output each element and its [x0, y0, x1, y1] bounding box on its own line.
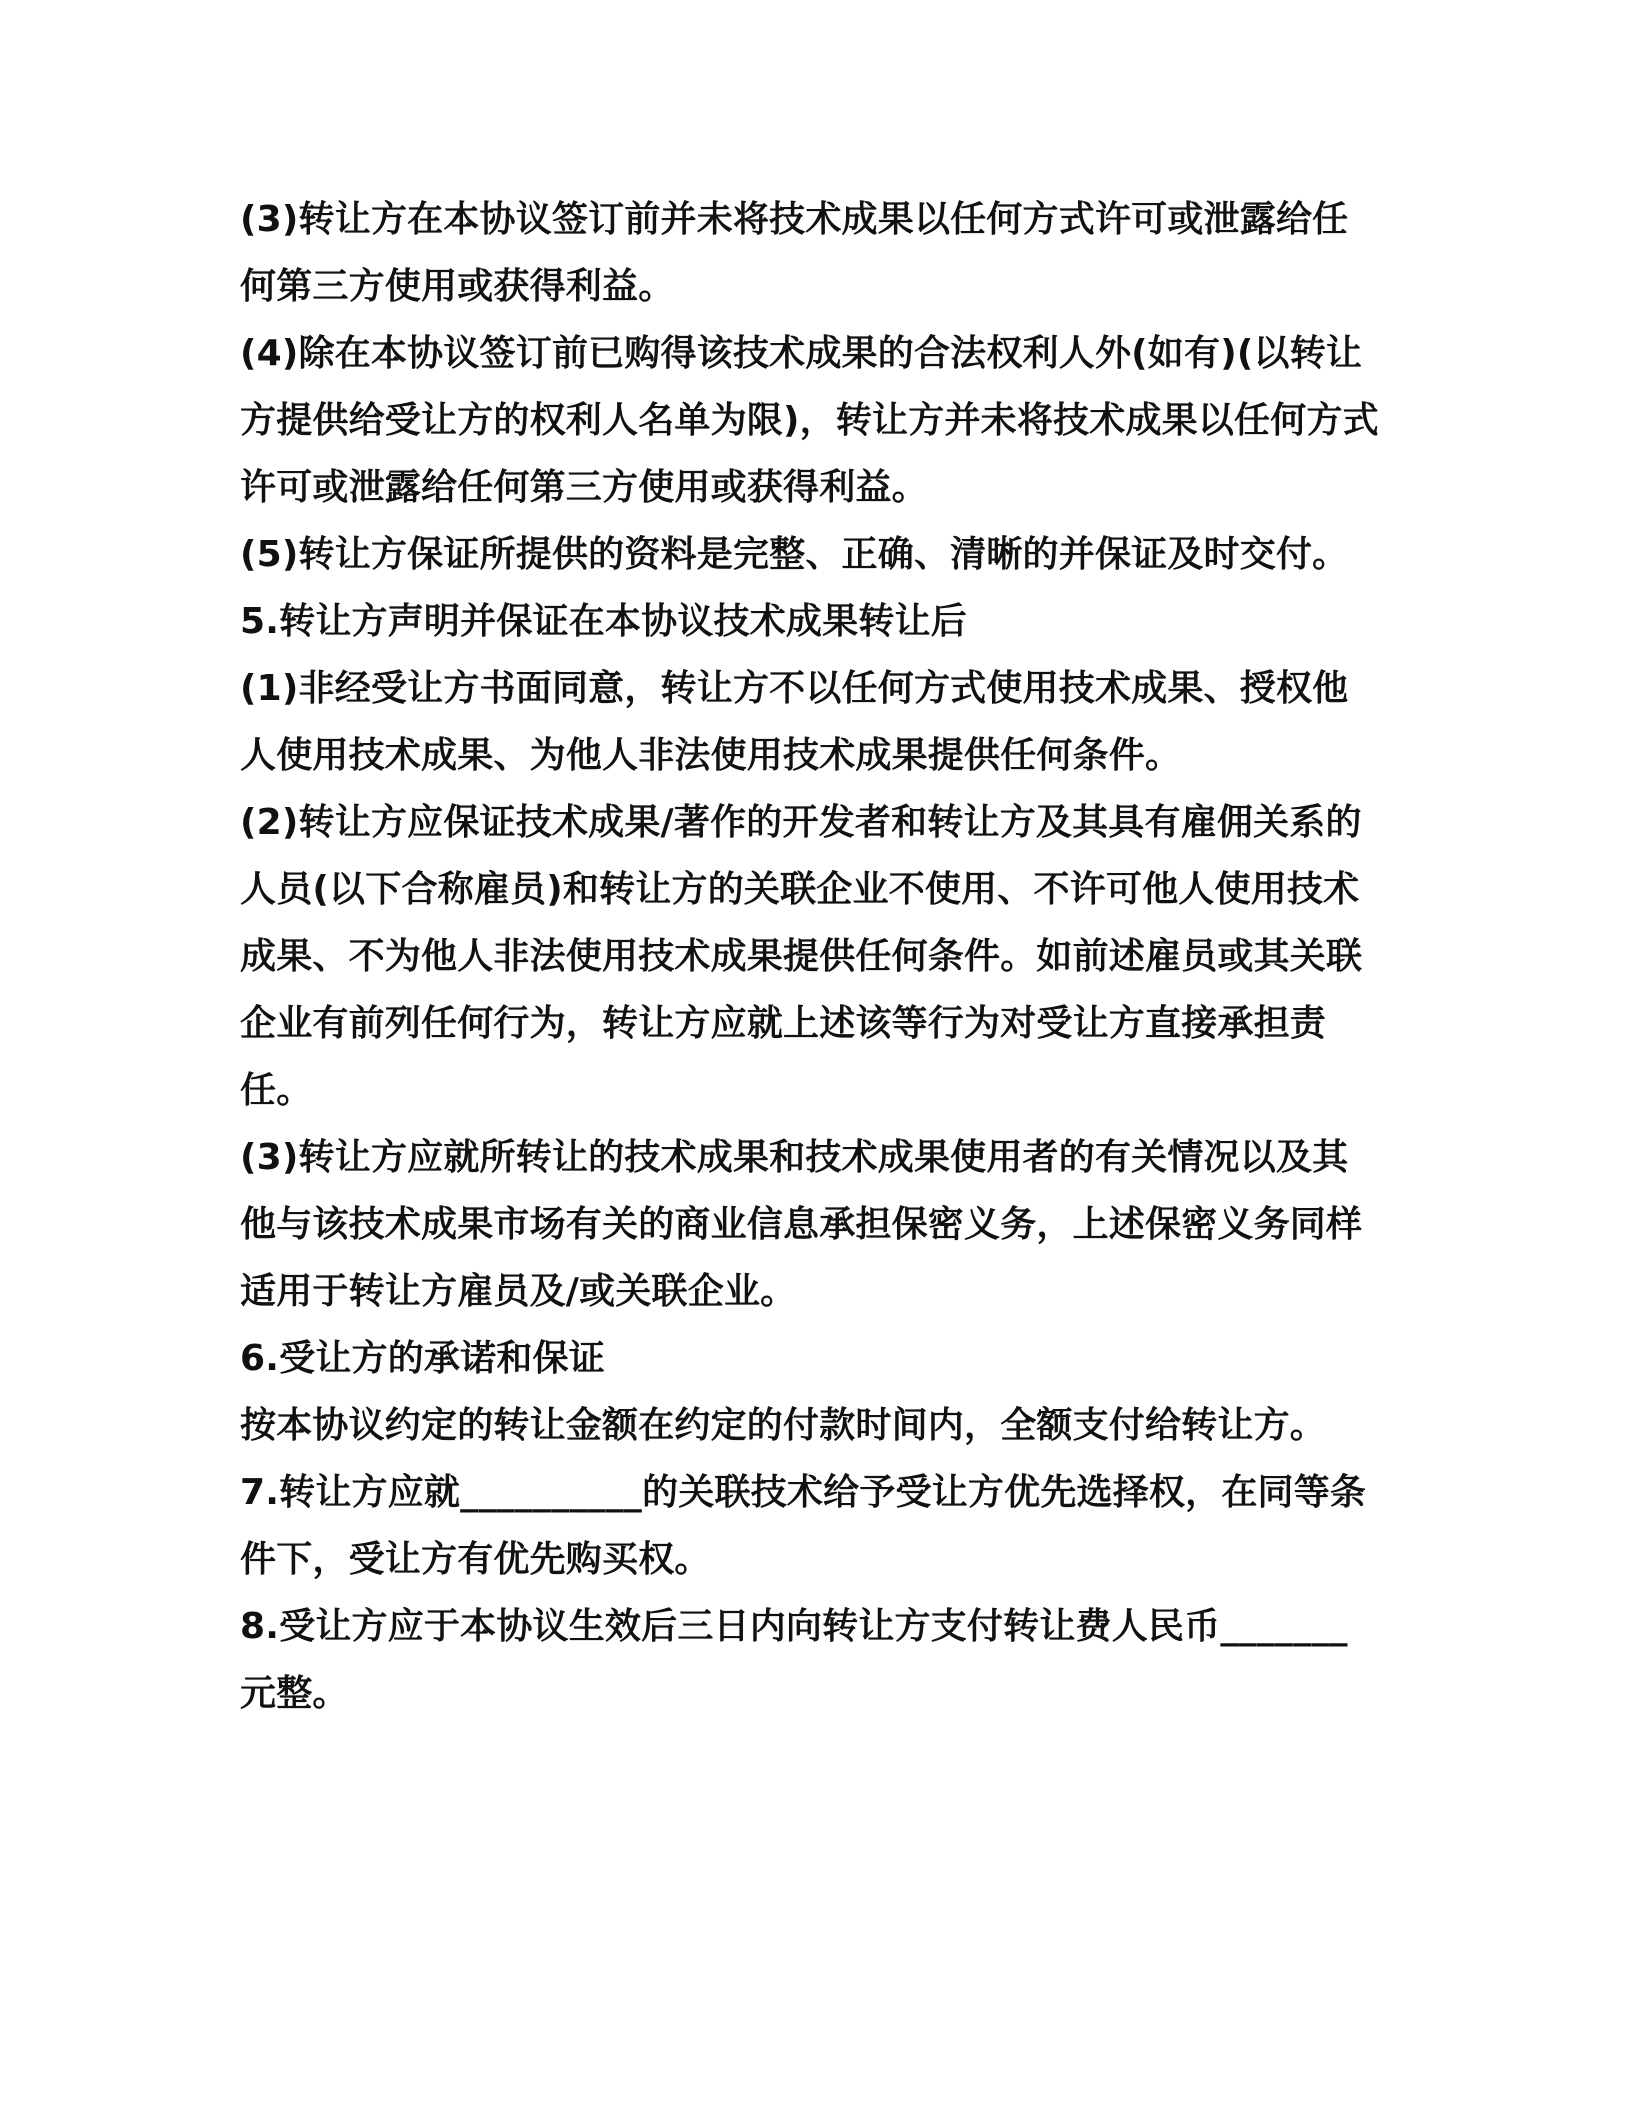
paragraph-clause-5-3: (3)转让方应就所转让的技术成果和技术成果使用者的有关情况以及其他与该技术成果市场有关的商业信息承担保密义务，上述保密义务同样适用于转让方雇员及/或关联企业。	[240, 1137, 1363, 1312]
paragraph-clause-4-3: (3)转让方在本协议签订前并未将技术成果以任何方式许可或泄露给任何第三方使用或获得利益。	[240, 199, 1349, 307]
paragraph-clause-7: 7.转让方应就__________的关联技术给予受让方优先选择权，在同等条件下，受让方有优先购买权。	[240, 1472, 1367, 1580]
paragraph-clause-8: 8.受让方应于本协议生效后三日内向转让方支付转让费人民币_______元整。	[240, 1606, 1348, 1714]
paragraph-clause-5-2: (2)转让方应保证技术成果/著作的开发者和转让方及其具有雇佣关系的人员(以下合称雇员)和转让方的关联企业不使用、不许可他人使用技术成果、不为他人非法使用技术成果提供任何条件。如前述雇员或其关联企业有前列任何行为，转让方应就上述该等行为对受让方直接承担责任。	[240, 802, 1363, 1111]
heading-clause-5: 5.转让方声明并保证在本协议技术成果转让后	[240, 601, 967, 642]
document-body	[240, 186, 1380, 1727]
paragraph-clause-4-5: (5)转让方保证所提供的资料是完整、正确、清晰的并保证及时交付。	[240, 534, 1349, 575]
paragraph-clause-4-4: (4)除在本协议签订前已购得该技术成果的合法权利人外(如有)(以转让方提供给受让方的权利人名单为限)，转让方并未将技术成果以任何方式许可或泄露给任何第三方使用或获得利益。	[240, 333, 1379, 508]
paragraph-clause-5-1: (1)非经受让方书面同意，转让方不以任何方式使用技术成果、授权他人使用技术成果、为他人非法使用技术成果提供任何条件。	[240, 668, 1349, 776]
heading-clause-6: 6.受让方的承诺和保证	[240, 1338, 605, 1379]
paragraph-clause-6-body: 按本协议约定的转让金额在约定的付款时间内，全额支付给转让方。	[240, 1405, 1327, 1446]
